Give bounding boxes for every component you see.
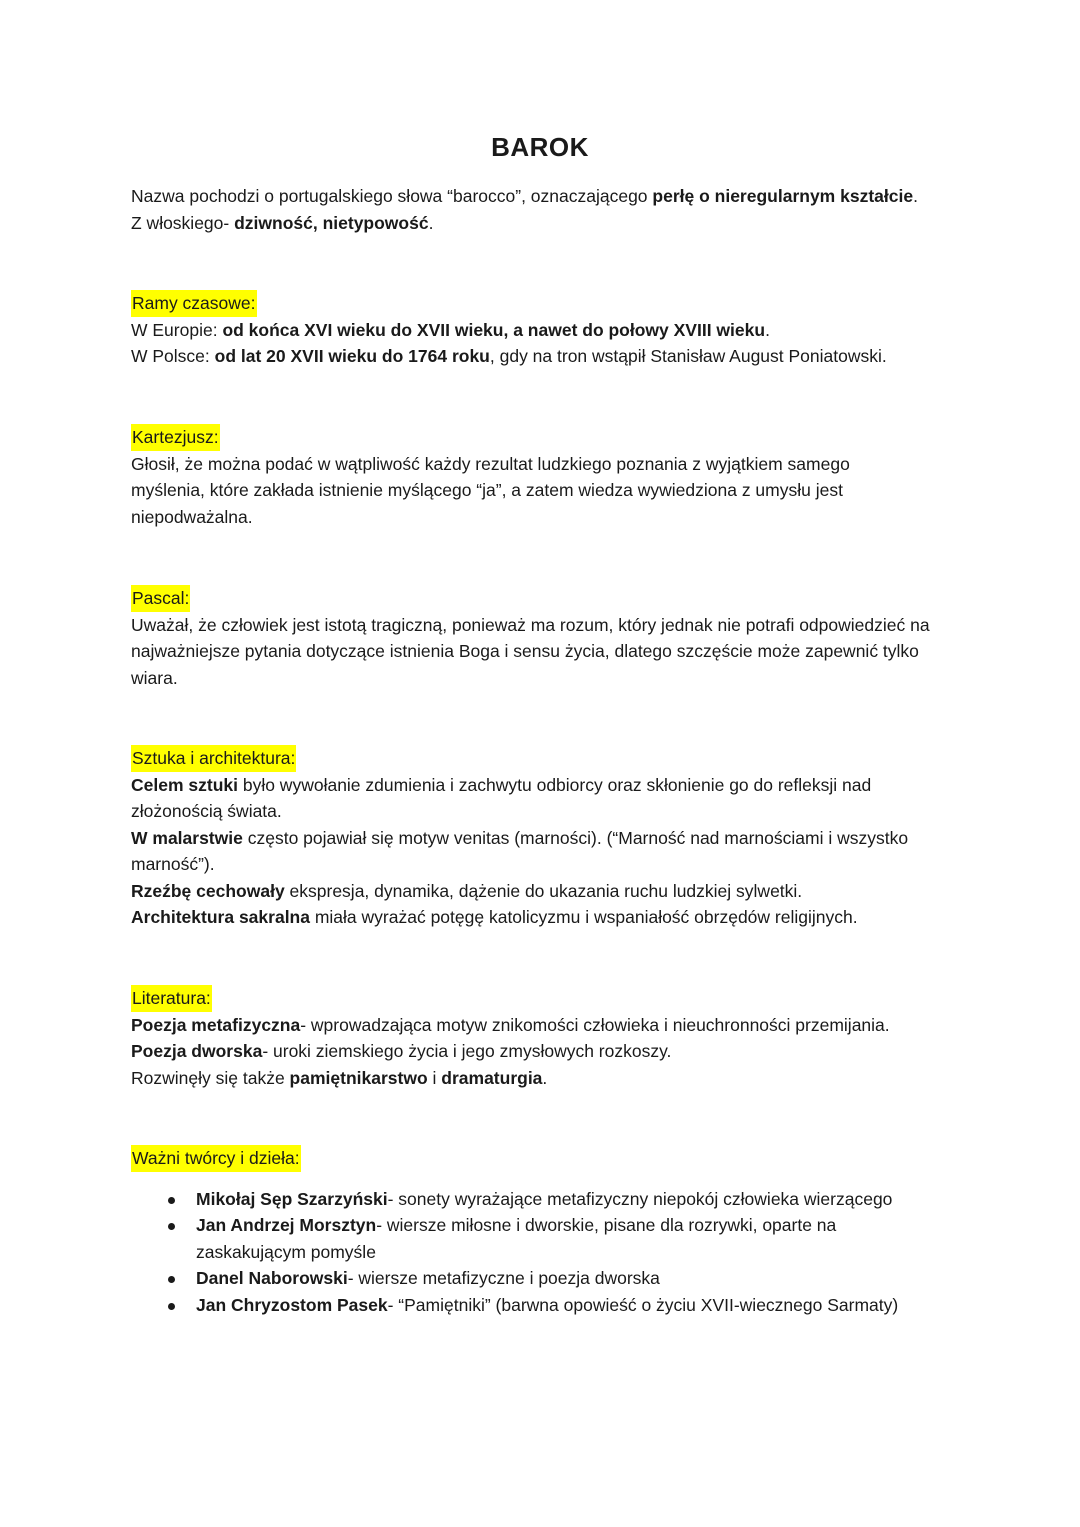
page-title: BAROK (491, 132, 589, 162)
works-list (131, 1186, 961, 1319)
sztuka-section (131, 745, 961, 931)
sztuka-paragraph-3: Rzeźbę cechowały ekspresja, dynamika, dążenie do ukazania ruchu ludzkiej sylwetki. (131, 880, 803, 901)
intro-paragraph-2: Z włoskiego- dziwność, nietypowość. (131, 212, 434, 233)
pascal-heading: Pascal: (131, 585, 190, 612)
ramy-heading: Ramy czasowe: (131, 290, 257, 317)
literatura-paragraph-1: Poezja metafizyczna- wprowadzająca motyw znikomości człowieka i nieuchronności przemijania. (131, 1014, 890, 1035)
sztuka-paragraph-1: Celem sztuki było wywołanie zdumienia i zachwytu odbiorcy oraz skłonienie go do refleksji nad złożonością świata. (131, 774, 872, 821)
tworcy-section (131, 1145, 961, 1318)
kartezjusz-heading: Kartezjusz: (131, 424, 220, 451)
bullet-icon (168, 1303, 175, 1310)
bullet-icon (168, 1276, 175, 1283)
ramy-poland: W Polsce: od lat 20 XVII wieku do 1764 roku, gdy na tron wstąpił Stanisław August Poniatowski. (131, 346, 887, 366)
literatura-heading: Literatura: (131, 985, 212, 1012)
list-item: Jan Chryzostom Pasek- “Pamiętniki” (barwna opowieść o życiu XVII-wiecznego Sarmaty) (131, 1292, 961, 1319)
ramy-europe: W Europie: od końca XVI wieku do XVII wieku, a nawet do połowy XVIII wieku. (131, 319, 770, 340)
list-item: Danel Naborowski- wiersze metafizyczne i poezja dworska (131, 1265, 961, 1292)
kartezjusz-text: Głosił, że można podać w wątpliwość każdy rezultat ludzkiego poznania z wyjątkiem samego myślenia, które zakłada istnienie myślącego “ja”, a zatem wiedza wywiedziona z umysłu jest niepodważalna. (131, 453, 850, 527)
ramy-section (131, 290, 961, 370)
literatura-section (131, 985, 961, 1091)
sztuka-heading: Sztuka i architektura: (131, 745, 296, 772)
intro-section (131, 183, 961, 236)
sztuka-paragraph-2: W malarstwie często pojawiał się motyw venitas (marności). (“Marność nad marnościami i wszystko marność”). (131, 827, 909, 874)
list-item: Mikołaj Sęp Szarzyński- sonety wyrażające metafizyczny niepokój człowieka wierzącego (131, 1186, 961, 1213)
bullet-icon (168, 1197, 175, 1204)
list-item: Jan Andrzej Morsztyn- wiersze miłosne i dworskie, pisane dla rozrywki, oparte na zaskakującym pomyśle (131, 1212, 896, 1265)
literatura-paragraph-3: Rozwinęły się także pamiętnikarstwo i dramaturgia. (131, 1067, 548, 1088)
literatura-paragraph-2: Poezja dworska- uroki ziemskiego życia i jego zmysłowych rozkoszy. (131, 1041, 672, 1061)
bullet-icon (168, 1223, 175, 1230)
kartezjusz-section (131, 424, 891, 530)
intro-paragraph-1: Nazwa pochodzi o portugalskiego słowa “barocco”, oznaczającego perłę o nieregularnym kształcie. (131, 186, 918, 206)
pascal-text: Uważał, że człowiek jest istotą tragiczną, ponieważ ma rozum, który jednak nie potrafi odpowiedzieć na najważniejsze pytania dotyczące istnienia Boga i sensu życia, dlatego szczęście może zapewnić tylko wiara. (131, 614, 930, 688)
tworcy-heading: Ważni twórcy i dzieła: (131, 1145, 301, 1172)
sztuka-paragraph-4: Architektura sakralna miała wyrażać potęgę katolicyzmu i wspaniałość obrzędów religijnych. (131, 907, 858, 927)
pascal-section (131, 585, 961, 691)
